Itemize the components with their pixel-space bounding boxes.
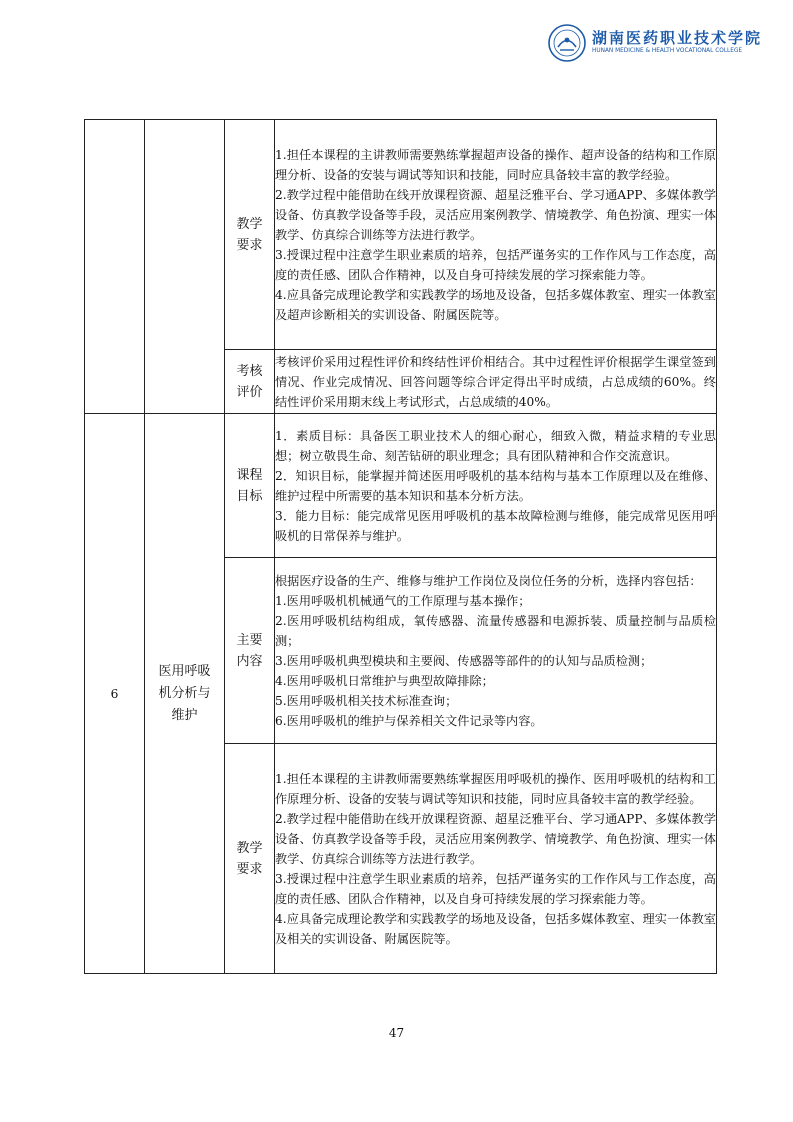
assessment-text: 考核评价采用过程性评价和终结性评价相结合。其中过程性评价根据学生课堂签到情况、作业完成情况、回答问题等综合评定得出平时成绩，占总成绩的60%。终结性评价采用期末线上考试形式，占总成绩的40%。 <box>275 354 716 409</box>
course-name: 医用呼吸 机分析与 维护 <box>158 663 211 723</box>
label-line: 课程 目标 <box>236 467 263 504</box>
teaching-requirements-content <box>275 744 717 974</box>
table-row <box>85 414 717 558</box>
school-seal-icon <box>548 24 586 62</box>
list-item: 6.医用呼吸机的维护与保养相关文件记录等内容。 <box>275 713 543 728</box>
list-item: 1.医用呼吸机机械通气的工作原理与基本操作； <box>275 593 531 608</box>
page-number: 47 <box>388 1026 405 1040</box>
list-item: 4.医用呼吸机日常维护与典型故障排除； <box>275 673 494 688</box>
label-line: 教学 要求 <box>236 216 263 253</box>
teaching-requirements-label <box>225 120 275 350</box>
main-content <box>275 558 717 744</box>
list-item: 3.授课过程中注意学生职业素质的培养，包括严谨务实的工作作风与工作态度，高度的责任感、团队合作精神，以及自身可持续发展的学习探索能力等。 <box>275 247 716 282</box>
objectives-content <box>275 414 717 558</box>
content-label <box>225 558 275 744</box>
list-item: 4.应具备完成理论教学和实践教学的场地及设备，包括多媒体教室、理实一体教室及相关的实训设备、附属医院等。 <box>275 911 716 946</box>
school-name: 湖南医药职业技术学院 <box>592 29 763 47</box>
table-row <box>85 120 717 350</box>
assessment-label <box>225 350 275 414</box>
list-item: 1.担任本课程的主讲教师需要熟练掌握医用呼吸机的操作、医用呼吸机的结构和工作原理分析、设备的安装与调试等知识和技能，同时应具备较丰富的教学经验。 <box>275 771 716 806</box>
curriculum-table <box>84 119 717 974</box>
school-logo <box>548 24 763 64</box>
label-line: 教学 要求 <box>236 840 263 877</box>
course-name-cell <box>145 120 225 414</box>
list-item: 2.医用呼吸机结构组成，氧传感器、流量传感器和电源拆装、质量控制与品质检测； <box>275 613 716 648</box>
assessment-content <box>275 350 717 414</box>
label-line: 考核 评价 <box>236 363 263 400</box>
course-name-cell <box>145 414 225 974</box>
objectives-label <box>225 414 275 558</box>
list-item: 4.应具备完成理论教学和实践教学的场地及设备，包括多媒体教室、理实一体教室及超声诊断相关的实训设备、附属医院等。 <box>275 287 716 322</box>
list-item: 1．素质目标：具备医工职业技术人的细心耐心，细致入微，精益求精的专业思想；树立敬畏生命、刻苦钻研的职业理念；具有团队精神和合作交流意识。 <box>275 428 716 463</box>
row-number-cell: 6 <box>85 414 145 974</box>
school-name-en: HUNAN MEDICINE & HEALTH VOCATIONAL COLLEGE <box>592 48 743 54</box>
teaching-requirements-label <box>225 744 275 974</box>
list-item: 2．知识目标，能掌握并简述医用呼吸机的基本结构与基本工作原理以及在维修、维护过程中所需要的基本知识和基本分析方法。 <box>275 468 716 503</box>
content-intro: 根据医疗设备的生产、维修与维护工作岗位及岗位任务的分析，选择内容包括： <box>275 573 702 588</box>
list-item: 3.授课过程中注意学生职业素质的培养，包括严谨务实的工作作风与工作态度，高度的责任感、团队合作精神，以及自身可持续发展的学习探索能力等。 <box>275 871 716 906</box>
list-item: 5.医用呼吸机相关技术标准查询； <box>275 693 458 708</box>
list-item: 2.教学过程中能借助在线开放课程资源、超星泛雅平台、学习通APP、多媒体教学设备、仿真教学设备等手段，灵活应用案例教学、情境教学、角色扮演、理实一体教学、仿真综合训练等方法进行教学。 <box>275 811 716 866</box>
list-item: 3.医用呼吸机典型模块和主要阀、传感器等部件的的认知与品质检测； <box>275 653 653 668</box>
list-item: 3．能力目标：能完成常见医用呼吸机的基本故障检测与维修，能完成常见医用呼吸机的日常保养与维护。 <box>275 508 716 543</box>
label-line: 主要 内容 <box>236 632 263 669</box>
list-item: 2.教学过程中能借助在线开放课程资源、超星泛雅平台、学习通APP、多媒体教学设备、仿真教学设备等手段，灵活应用案例教学、情境教学、角色扮演、理实一体教学、仿真综合训练等方法进行教学。 <box>275 187 716 242</box>
teaching-requirements-content <box>275 120 717 350</box>
row-number-cell <box>85 120 145 414</box>
list-item: 1.担任本课程的主讲教师需要熟练掌握超声设备的操作、超声设备的结构和工作原理分析、设备的安装与调试等知识和技能，同时应具备较丰富的教学经验。 <box>275 147 716 182</box>
